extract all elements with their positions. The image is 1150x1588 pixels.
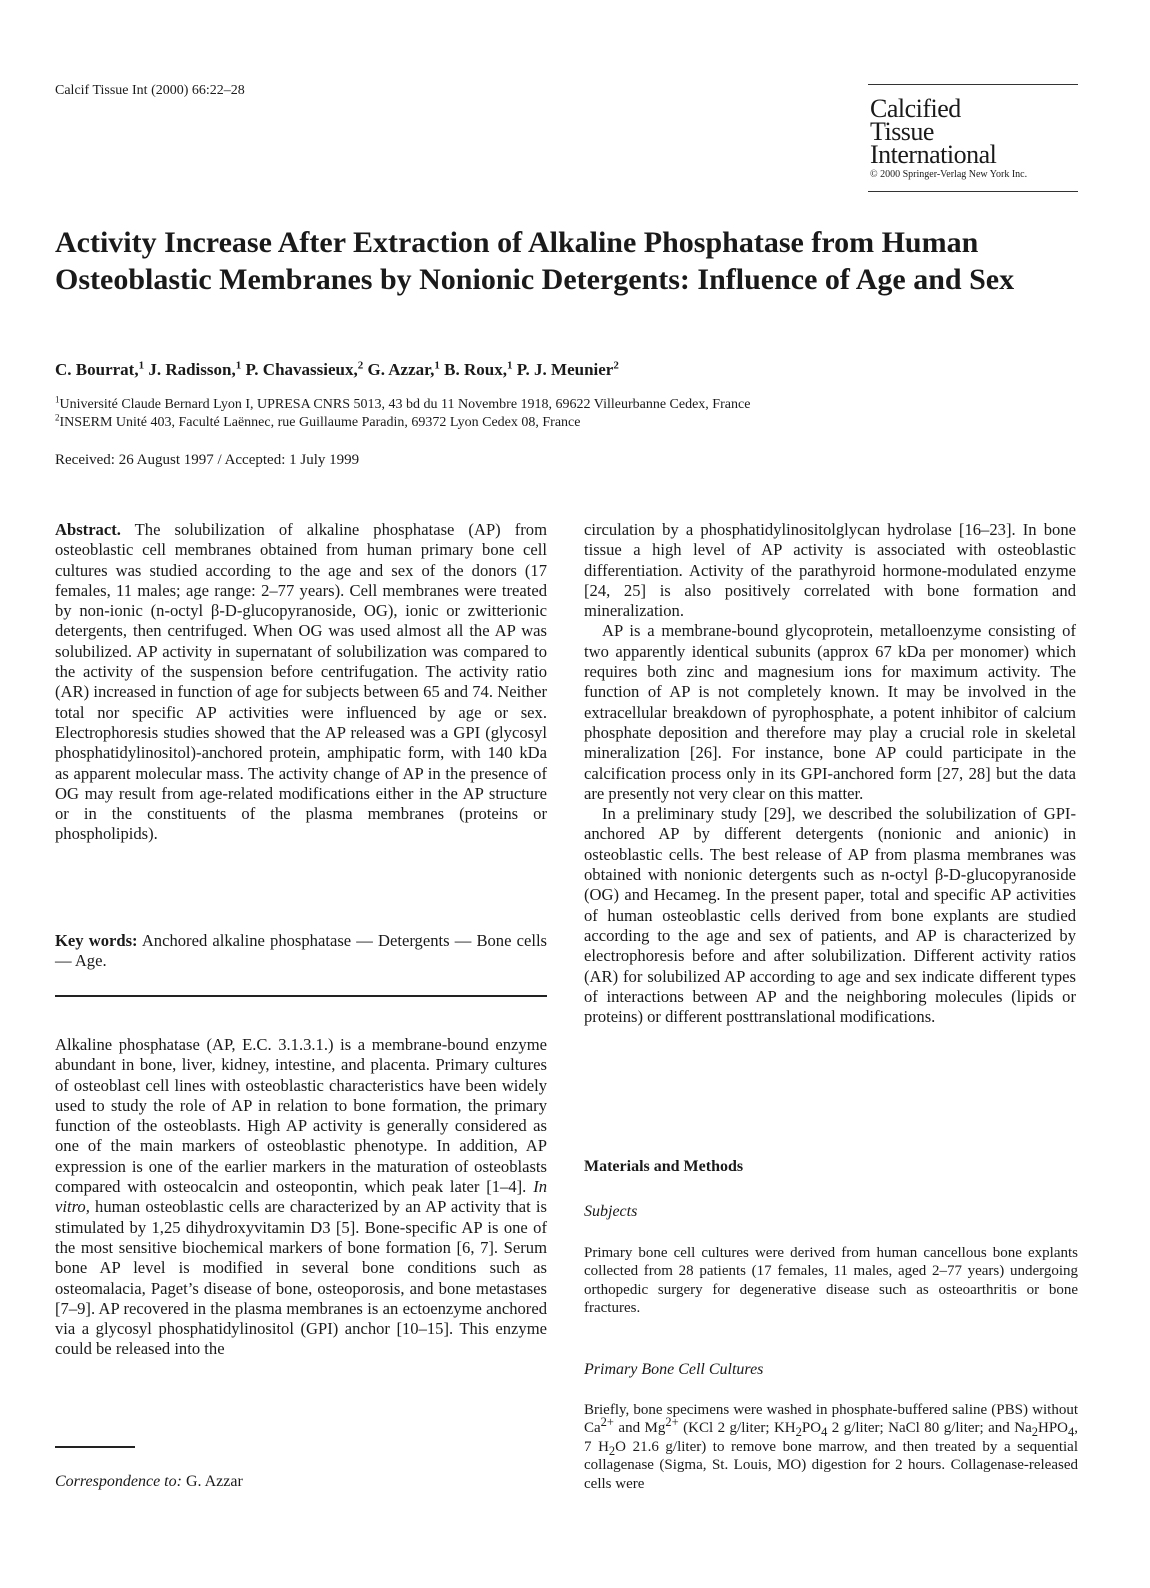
correspondence-name: G. Azzar: [185, 1473, 243, 1490]
logo-line-3: International: [870, 140, 997, 169]
abstract: [55, 520, 547, 845]
intro-italic: In vitro,: [55, 1177, 548, 1217]
abstract-text: The solubilization of alkaline phosphatase (AP) from osteoblastic cell membranes obtained from human primary bone cell cultures was studied according to the age and sex of the donors (17 females, 11 males; age range: 2–77 years). Cell membranes were treated by non-ionic (n-octyl β-D-glucopyranoside, OG), ionic or zwitterionic detergents, then centrifuged. When OG was used almost all the AP was solubilized. AP activity in supernatant of solubilization was compared to the activity of the suspension before centrifugation. The activity ratio (AR) increased in function of age for subjects between 65 and 74. Neither total nor specific AP activities were influenced by age or sex. Electrophoresis studies showed that the AP released was a GPI (glycosyl phosphatidylinositol)-anchored protein, amphipatic form, with 140 kDa as apparent molecular mass. The activity change of AP in the presence of OG may result from age-related modifications either in the AP structure or in the constituents of the plasma membranes (proteins or phospholipids).: [55, 520, 547, 844]
keywords-label: Key words:: [55, 931, 138, 950]
cultures-text: Briefly, bone specimens were washed in phosphate-buffered saline (PBS) without $Ca^{2+}$ and $Mg^{2+}$ (KCl 2 g/liter; $KH_2PO_4$ 2 g/liter; NaCl 80 g/liter; and $Na_2HPO_4$, 7 $H_2O$ 21.6 g/liter) to remove bone marrow, and then treated by a sequential collagenase (Sigma, St. Louis, MO) digestion for 2 hours. Collagenase-released cells were: [584, 1402, 1079, 1492]
received-dates: Received: 26 August 1997 / Accepted: 1 July 1999: [55, 452, 360, 468]
journal-logo: [868, 84, 1078, 192]
keywords-text: Anchored alkaline phosphatase — Detergents — Bone cells — Age.: [55, 931, 548, 971]
logo-wordmark: [870, 94, 997, 169]
paragraph: AP is a membrane-bound glycoprotein, metalloenzyme consisting of two apparently identical subunits (approx 67 kDa per monomer) which requires both zinc and magnesium ions for maximum activity. The function of AP is not completely known. It may be involved in the extracellular breakdown of pyrophosphate, a potent inhibitor of calcium phosphate deposition and therefore may play a crucial role in skeletal mineralization [26]. For instance, bone AP could participate in the calcification process only in its GPI-anchored form [27, 28] but the data are presently not very clear on this matter.: [584, 621, 1076, 803]
footnote-divider: [55, 1446, 135, 1448]
correspondence-label: Correspondence to:: [55, 1473, 182, 1490]
author-list: [55, 360, 619, 380]
cultures-heading: Primary Bone Cell Cultures: [584, 1361, 764, 1378]
intro-continued: [584, 520, 1076, 1027]
abstract-label: Abstract.: [55, 520, 121, 539]
affiliation-1: $^1$Université Claude Bernard Lyon I, UPRESA CNRS 5013, 43 bd du 11 Novembre 1918, 69622 Villeurbanne Cedex, France: [55, 394, 751, 412]
affiliations: [55, 396, 1085, 432]
author: B. Roux,$^1$: [444, 359, 513, 379]
copyright-notice: © 2000 Springer-Verlag New York Inc.: [870, 169, 1028, 180]
author: J. Radisson,$^1$: [148, 359, 242, 379]
introduction: [55, 1035, 547, 1360]
subjects-heading: Subjects: [584, 1203, 638, 1220]
paragraph: circulation by a phosphatidylinositolglycan hydrolase [16–23]. In bone tissue a high level of AP activity is associated with osteoblastic differentiation. Activity of the parathyroid hormone-modulated enzyme [24, 25] is also positively correlated with bone formation and mineralization.: [584, 520, 1076, 621]
section-divider: [55, 995, 547, 997]
author: C. Bourrat,$^1$: [55, 359, 145, 379]
logo-line-2: Tissue: [870, 117, 934, 146]
paragraph: In a preliminary study [29], we described the solubilization of GPI-anchored AP by different detergents (nonionic and anionic) in osteoblastic cells. The best release of AP from plasma membranes was obtained with nonionic detergents such as n-octyl β-D-glucopyranoside (OG) and Hecameg. In the present paper, total and specific AP activities of human osteoblastic cells derived from bone explants are studied according to the age and sex of patients, and AP is characterized by electrophoresis before and after solubilization. Different activity ratios (AR) for solubilized AP according to age and sex indicate different types of interactions between AP and the neighboring molecules (lipids or proteins) or different posttranslational modifications.: [584, 804, 1076, 1027]
article-title: Activity Increase After Extraction of Alkaline Phosphatase from Human Osteoblastic Membranes by Nonionic Detergents: Influence of Age and Sex: [55, 226, 1015, 296]
subjects-text: Primary bone cell cultures were derived from human cancellous bone explants collected from 28 patients (17 females, 11 males, aged 2–77 years) undergoing orthopedic surgery for degenerative disease such as osteoarthritis or bone fractures.: [584, 1245, 1078, 1317]
author: P. Chavassieux,$^2$: [245, 359, 364, 379]
intro-text-continued: human osteoblastic cells are characterized by an AP activity that is stimulated by 1,25 dihydroxyvitamin D3 [5]. Bone-specific AP is one of the most sensitive biochemical markers of bone formation [6, 7]. Serum bone AP level is modified in several bone conditions such as osteomalacia, Paget’s disease of bone, osteoporosis, and bone metastases [7–9]. AP recovered in the plasma membranes is an ectoenzyme anchored via a glycosyl phosphatidylinositol (GPI) anchor [10–15]. This enzyme could be released into the: [55, 1197, 547, 1359]
keywords: [55, 931, 547, 972]
correspondence-footnote: [55, 1473, 243, 1491]
author: G. Azzar,$^1$: [367, 359, 440, 379]
intro-text: Alkaline phosphatase (AP, E.C. 3.1.3.1.) is a membrane-bound enzyme abundant in bone, liver, kidney, intestine, and placenta. Primary cultures of osteoblast cell lines with osteoblastic characteristics have been widely used to study the role of AP in relation to bone formation, the primary function of the osteoblasts. High AP activity is generally considered as one of the main markers of osteoblastic phenotype. In addition, AP expression is one of the earlier markers in the maturation of osteoblasts compared with osteocalcin and osteopontin, which peak later [1–4].: [55, 1035, 547, 1197]
logo-line-1: Calcified: [870, 94, 961, 123]
author: P. J. Meunier$^2$: [516, 359, 619, 379]
affiliation-2: $^2$INSERM Unité 403, Faculté Laënnec, rue Guillaume Paradin, 69372 Lyon Cedex 08, France: [55, 412, 581, 430]
journal-reference: Calcif Tissue Int (2000) 66:22–28: [55, 83, 245, 98]
methods-heading: Materials and Methods: [584, 1158, 744, 1175]
